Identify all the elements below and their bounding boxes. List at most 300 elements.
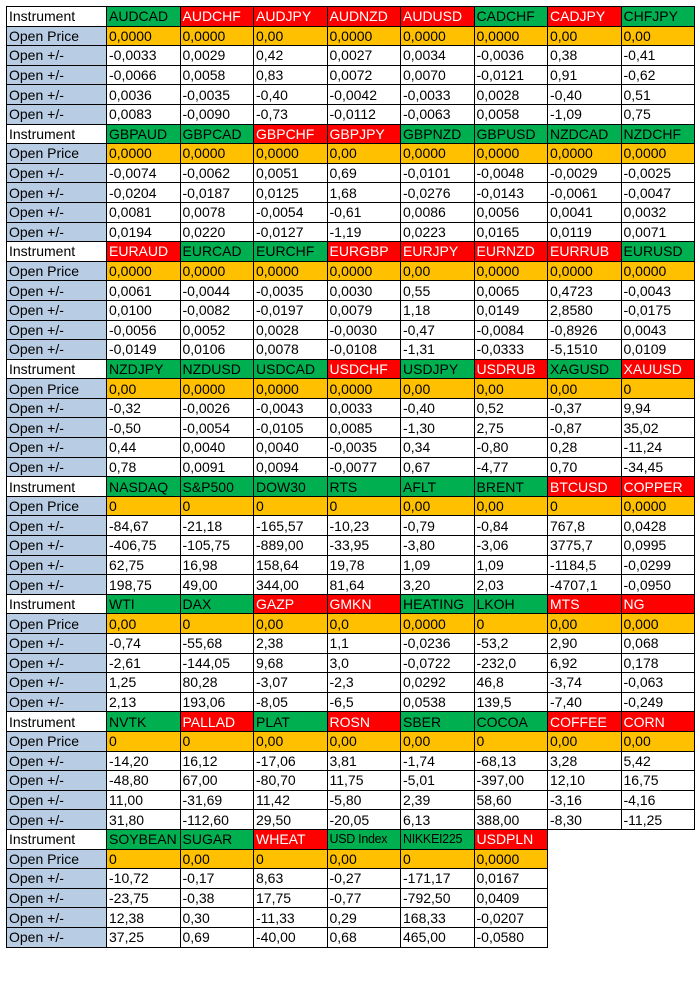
instrument-name-cell: AUDJPY [254,7,328,27]
open-change-label: Open +/- [7,398,107,418]
empty-cell [621,927,695,947]
open-change-cell: -0,0236 [401,634,475,654]
open-change-cell: 388,00 [474,810,548,830]
open-change-cell: -0,27 [327,869,401,889]
open-change-row [7,575,695,595]
open-change-cell: -0,0035 [327,438,401,458]
open-price-cell: 0,00 [180,849,254,869]
open-change-cell: 12,38 [107,908,181,928]
open-change-cell: 12,10 [548,771,622,791]
open-price-cell: 0,00 [327,849,401,869]
open-change-row [7,634,695,654]
instrument-name-cell: AUDNZD [327,7,401,27]
open-change-cell: -0,0026 [180,398,254,418]
instrument-name-cell: USDCAD [254,359,328,379]
open-change-cell: -5,80 [327,790,401,810]
instrument-name-cell: EURUSD [621,242,695,262]
instrument-label: Instrument [7,594,107,614]
open-change-cell: 0,0149 [474,300,548,320]
open-price-cell: 0,00 [401,731,475,751]
instrument-row [7,124,695,144]
open-change-cell: -53,2 [474,634,548,654]
instrument-name-cell: USDRUB [474,359,548,379]
open-change-cell: 0,178 [621,653,695,673]
instrument-name-cell: WHEAT [254,829,328,849]
open-change-cell: 6,92 [548,653,622,673]
instrument-name-cell: COFFEE [548,712,622,732]
open-change-cell: 193,06 [180,692,254,712]
open-change-cell: -0,0101 [401,163,475,183]
empty-cell [621,869,695,889]
open-change-cell: 0,0078 [254,340,328,360]
instrument-name-cell: EURGBP [327,242,401,262]
empty-cell [621,829,695,849]
open-change-label: Open +/- [7,888,107,908]
open-change-cell: 0,0033 [327,398,401,418]
open-change-cell: 3,81 [327,751,401,771]
open-change-cell: 0,0194 [107,222,181,242]
instrument-row [7,242,695,262]
open-change-cell: 11,00 [107,790,181,810]
open-change-cell: -0,0082 [180,300,254,320]
instrument-name-cell: EURAUD [107,242,181,262]
open-change-row [7,457,695,477]
open-change-cell: -0,0063 [401,104,475,124]
instrument-name-cell: USD Index [327,829,401,849]
open-change-cell: -2,61 [107,653,181,673]
open-change-cell: -0,32 [107,398,181,418]
open-change-cell: -0,0047 [621,183,695,203]
instrument-name-cell: DOW30 [254,477,328,497]
open-change-cell: -48,80 [107,771,181,791]
open-price-cell: 0 [180,614,254,634]
open-change-cell: 80,28 [180,673,254,693]
open-price-cell: 0,0000 [474,144,548,164]
open-change-cell: 0,0030 [327,281,401,301]
empty-cell [548,869,622,889]
open-change-cell: -0,0950 [621,575,695,595]
open-change-cell: -0,0054 [254,202,328,222]
open-change-cell: -0,0035 [254,281,328,301]
open-change-cell: -0,0048 [474,163,548,183]
open-price-row [7,496,695,516]
open-change-cell: -4707,1 [548,575,622,595]
instrument-name-cell: USDJPY [401,359,475,379]
open-price-cell: 0,0000 [401,144,475,164]
open-change-row [7,320,695,340]
open-change-cell: -0,0112 [327,104,401,124]
instrument-label: Instrument [7,242,107,262]
open-change-cell: -68,13 [474,751,548,771]
open-price-cell: 0,00 [254,614,328,634]
open-change-cell: -0,0207 [474,908,548,928]
open-change-cell: 5,42 [621,751,695,771]
instrument-label: Instrument [7,124,107,144]
instrument-name-cell: AUDUSD [401,7,475,27]
open-change-cell: -10,23 [327,516,401,536]
empty-cell [621,888,695,908]
open-change-cell: 767,8 [548,516,622,536]
instrument-name-cell: GBPNZD [401,124,475,144]
open-change-row [7,340,695,360]
open-change-label: Open +/- [7,340,107,360]
open-change-cell: -0,62 [621,65,695,85]
open-change-cell: 11,75 [327,771,401,791]
open-change-cell: 0,0428 [621,516,695,536]
instrument-name-cell: EURRUB [548,242,622,262]
open-change-cell: 0,0167 [474,869,548,889]
open-price-cell: 0,00 [621,26,695,46]
open-price-label: Open Price [7,379,107,399]
open-price-row [7,731,695,751]
instrument-name-cell: NZDCAD [548,124,622,144]
open-change-cell: -0,0187 [180,183,254,203]
open-change-cell: 1,18 [401,300,475,320]
open-price-cell: 0,000 [621,614,695,634]
open-change-label: Open +/- [7,163,107,183]
open-price-cell: 0,00 [401,379,475,399]
open-change-cell: 0,0036 [107,85,181,105]
open-change-row [7,790,695,810]
open-price-cell: 0 [327,496,401,516]
open-price-cell: 0 [107,849,181,869]
open-change-cell: -0,0333 [474,340,548,360]
instrument-name-cell: MTS [548,594,622,614]
open-change-cell: -0,74 [107,634,181,654]
open-change-cell: 81,64 [327,575,401,595]
instrument-name-cell: SUGAR [180,829,254,849]
open-change-row [7,927,695,947]
open-price-cell: 0 [107,731,181,751]
open-price-cell: 0,0000 [107,144,181,164]
instrument-name-cell: USDPLN [474,829,548,849]
open-price-cell: 0,0000 [327,26,401,46]
open-change-cell: -4,16 [621,790,695,810]
open-price-cell: 0,0000 [327,261,401,281]
open-change-cell: 11,42 [254,790,328,810]
instrument-label: Instrument [7,7,107,27]
instrument-name-cell: NZDCHF [621,124,695,144]
open-change-cell: -0,0105 [254,418,328,438]
open-price-cell: 0,00 [474,496,548,516]
open-change-cell: 0,0028 [474,85,548,105]
open-change-cell: -0,0722 [401,653,475,673]
open-change-cell: 0,0223 [401,222,475,242]
open-change-label: Open +/- [7,869,107,889]
open-change-cell: -0,0029 [548,163,622,183]
open-change-cell: -31,69 [180,790,254,810]
open-change-row [7,516,695,536]
open-change-cell: -21,18 [180,516,254,536]
open-change-label: Open +/- [7,85,107,105]
open-change-cell: 0,0119 [548,222,622,242]
open-change-cell: -0,0127 [254,222,328,242]
open-change-cell: 9,94 [621,398,695,418]
empty-cell [621,908,695,928]
open-change-cell: 0,29 [327,908,401,928]
open-price-row [7,144,695,164]
instrument-name-cell: USDCHF [327,359,401,379]
open-change-cell: -0,79 [401,516,475,536]
open-change-cell: -80,70 [254,771,328,791]
open-change-cell: 0,0040 [180,438,254,458]
open-change-row [7,222,695,242]
instrument-name-cell: PALLAD [180,712,254,732]
instrument-name-cell: GMKN [327,594,401,614]
open-price-cell: 0,00 [621,731,695,751]
open-change-cell: -0,0054 [180,418,254,438]
open-change-cell: 1,68 [327,183,401,203]
instrument-name-cell: NZDUSD [180,359,254,379]
open-change-row [7,46,695,66]
instrument-name-cell: BTCUSD [548,477,622,497]
open-change-cell: 29,50 [254,810,328,830]
instrument-row [7,477,695,497]
instrument-name-cell: EURJPY [401,242,475,262]
open-change-cell: -0,249 [621,692,695,712]
instrument-name-cell: SOYBEAN [107,829,181,849]
open-change-cell: 0,0125 [254,183,328,203]
open-change-cell: 0,0052 [180,320,254,340]
open-change-cell: 3,0 [327,653,401,673]
instrument-name-cell: PLAT [254,712,328,732]
open-change-row [7,673,695,693]
empty-cell [621,849,695,869]
open-price-cell: 0,0000 [474,849,548,869]
open-change-cell: -0,063 [621,673,695,693]
open-change-cell: -0,87 [548,418,622,438]
open-change-cell: 6,13 [401,810,475,830]
open-change-cell: -1184,5 [548,555,622,575]
open-change-cell: 0,69 [327,163,401,183]
open-change-cell: -55,68 [180,634,254,654]
open-change-cell: -3,80 [401,536,475,556]
open-change-cell: -0,0035 [180,85,254,105]
open-change-cell: -0,41 [621,46,695,66]
open-change-cell: -8,30 [548,810,622,830]
open-change-label: Open +/- [7,202,107,222]
instrument-name-cell: HEATING [401,594,475,614]
open-price-cell: 0 [180,496,254,516]
open-change-cell: -5,01 [401,771,475,791]
open-change-row [7,692,695,712]
instrument-name-cell: CADCHF [474,7,548,27]
open-change-cell: -1,19 [327,222,401,242]
instrument-row [7,712,695,732]
open-change-cell: 198,75 [107,575,181,595]
open-change-cell: 0,4723 [548,281,622,301]
open-change-cell: -0,0043 [621,281,695,301]
open-change-cell: -84,67 [107,516,181,536]
open-change-cell: 0,0032 [621,202,695,222]
instrument-name-cell: EURNZD [474,242,548,262]
open-change-label: Open +/- [7,104,107,124]
open-change-cell: 31,80 [107,810,181,830]
open-change-label: Open +/- [7,516,107,536]
open-change-cell: 2,03 [474,575,548,595]
open-change-cell: 0,0100 [107,300,181,320]
open-change-row [7,104,695,124]
open-change-cell: 16,98 [180,555,254,575]
open-change-cell: -4,77 [474,457,548,477]
open-change-cell: -0,77 [327,888,401,908]
open-price-cell: 0 [107,496,181,516]
instrument-name-cell: ROSN [327,712,401,732]
empty-cell [548,908,622,928]
open-change-cell: -0,0204 [107,183,181,203]
instrument-name-cell: BRENT [474,477,548,497]
open-change-cell: -0,37 [548,398,622,418]
open-change-cell: 0,67 [401,457,475,477]
open-change-row [7,65,695,85]
instrument-label: Instrument [7,712,107,732]
open-price-cell: 0,00 [401,496,475,516]
open-price-cell: 0,0000 [621,496,695,516]
open-price-row [7,849,695,869]
open-price-cell: 0,00 [254,26,328,46]
open-change-cell: 168,33 [401,908,475,928]
open-change-cell: -0,0056 [107,320,181,340]
open-change-cell: 2,75 [474,418,548,438]
open-price-cell: 0 [621,379,695,399]
open-change-cell: 0,34 [401,438,475,458]
open-change-cell: -0,0299 [621,555,695,575]
open-price-cell: 0 [401,849,475,869]
open-price-cell: 0 [254,496,328,516]
open-price-cell: 0,00 [548,614,622,634]
open-change-cell: 0,78 [107,457,181,477]
open-change-cell: 8,63 [254,869,328,889]
open-change-cell: -0,0175 [621,300,695,320]
instrument-row [7,594,695,614]
open-price-cell: 0,0 [327,614,401,634]
open-change-cell: 3,20 [401,575,475,595]
open-price-cell: 0,00 [401,261,475,281]
open-change-label: Open +/- [7,222,107,242]
open-price-cell: 0,0000 [180,26,254,46]
open-change-cell: -0,40 [548,85,622,105]
open-price-cell: 0,0000 [401,26,475,46]
open-change-cell: 0,0091 [180,457,254,477]
open-change-cell: 37,25 [107,927,181,947]
open-change-label: Open +/- [7,575,107,595]
open-change-cell: 139,5 [474,692,548,712]
open-change-cell: 0,0065 [474,281,548,301]
instrument-name-cell: XAUUSD [621,359,695,379]
open-price-row [7,614,695,634]
open-change-cell: 0,42 [254,46,328,66]
open-change-label: Open +/- [7,634,107,654]
open-change-cell: -40,00 [254,927,328,947]
open-price-cell: 0,0000 [474,261,548,281]
open-price-cell: 0,0000 [180,379,254,399]
open-change-cell: 0,0058 [180,65,254,85]
open-change-cell: -0,0108 [327,340,401,360]
instrument-name-cell: EURCAD [180,242,254,262]
open-change-cell: 0,0086 [401,202,475,222]
open-change-cell: 0,0027 [327,46,401,66]
open-change-cell: 0,0081 [107,202,181,222]
open-change-cell: 0,0072 [327,65,401,85]
open-change-cell: 0,0041 [548,202,622,222]
open-change-cell: -11,24 [621,438,695,458]
open-change-row [7,281,695,301]
open-change-cell: 0,0029 [180,46,254,66]
open-change-row [7,555,695,575]
open-change-label: Open +/- [7,653,107,673]
open-change-cell: -17,06 [254,751,328,771]
open-change-cell: -397,00 [474,771,548,791]
open-change-cell: 0,0538 [401,692,475,712]
open-price-label: Open Price [7,614,107,634]
open-change-cell: -10,72 [107,869,181,889]
open-change-row [7,536,695,556]
open-price-cell: 0,0000 [621,144,695,164]
open-price-cell: 0,0000 [474,26,548,46]
empty-cell [548,888,622,908]
open-price-cell: 0 [474,614,548,634]
open-change-cell: 16,12 [180,751,254,771]
open-change-cell: -165,57 [254,516,328,536]
open-change-cell: 0,0061 [107,281,181,301]
open-change-cell: -0,40 [254,85,328,105]
instrument-label: Instrument [7,829,107,849]
open-change-row [7,751,695,771]
open-price-cell: 0,00 [548,379,622,399]
open-change-row [7,888,695,908]
open-change-cell: 3775,7 [548,536,622,556]
open-price-label: Open Price [7,731,107,751]
open-change-cell: -0,0143 [474,183,548,203]
instrument-name-cell: NZDJPY [107,359,181,379]
open-change-label: Open +/- [7,300,107,320]
open-price-cell: 0,0000 [401,614,475,634]
instrument-name-cell: CHFJPY [621,7,695,27]
open-change-label: Open +/- [7,65,107,85]
open-change-cell: -20,05 [327,810,401,830]
open-change-cell: 158,64 [254,555,328,575]
open-change-label: Open +/- [7,771,107,791]
open-change-label: Open +/- [7,692,107,712]
open-price-row [7,26,695,46]
open-change-cell: -0,61 [327,202,401,222]
quotes-table [6,6,695,948]
instrument-name-cell: CADJPY [548,7,622,27]
instrument-name-cell: GBPJPY [327,124,401,144]
open-change-cell: -0,80 [474,438,548,458]
instrument-name-cell: GBPAUD [107,124,181,144]
open-change-label: Open +/- [7,751,107,771]
open-price-row [7,261,695,281]
instrument-name-cell: XAGUSD [548,359,622,379]
open-change-cell: -0,0090 [180,104,254,124]
open-change-cell: -14,20 [107,751,181,771]
instrument-row [7,829,695,849]
open-change-row [7,418,695,438]
open-change-cell: -0,0033 [401,85,475,105]
open-change-cell: -0,40 [401,398,475,418]
instrument-row [7,7,695,27]
open-change-row [7,771,695,791]
open-price-cell: 0,00 [474,379,548,399]
instrument-name-cell: AUDCAD [107,7,181,27]
instrument-name-cell: NG [621,594,695,614]
open-change-cell: -11,25 [621,810,695,830]
open-change-cell: 0,068 [621,634,695,654]
open-change-cell: 35,02 [621,418,695,438]
open-change-cell: -1,30 [401,418,475,438]
open-change-cell: 0,91 [548,65,622,85]
